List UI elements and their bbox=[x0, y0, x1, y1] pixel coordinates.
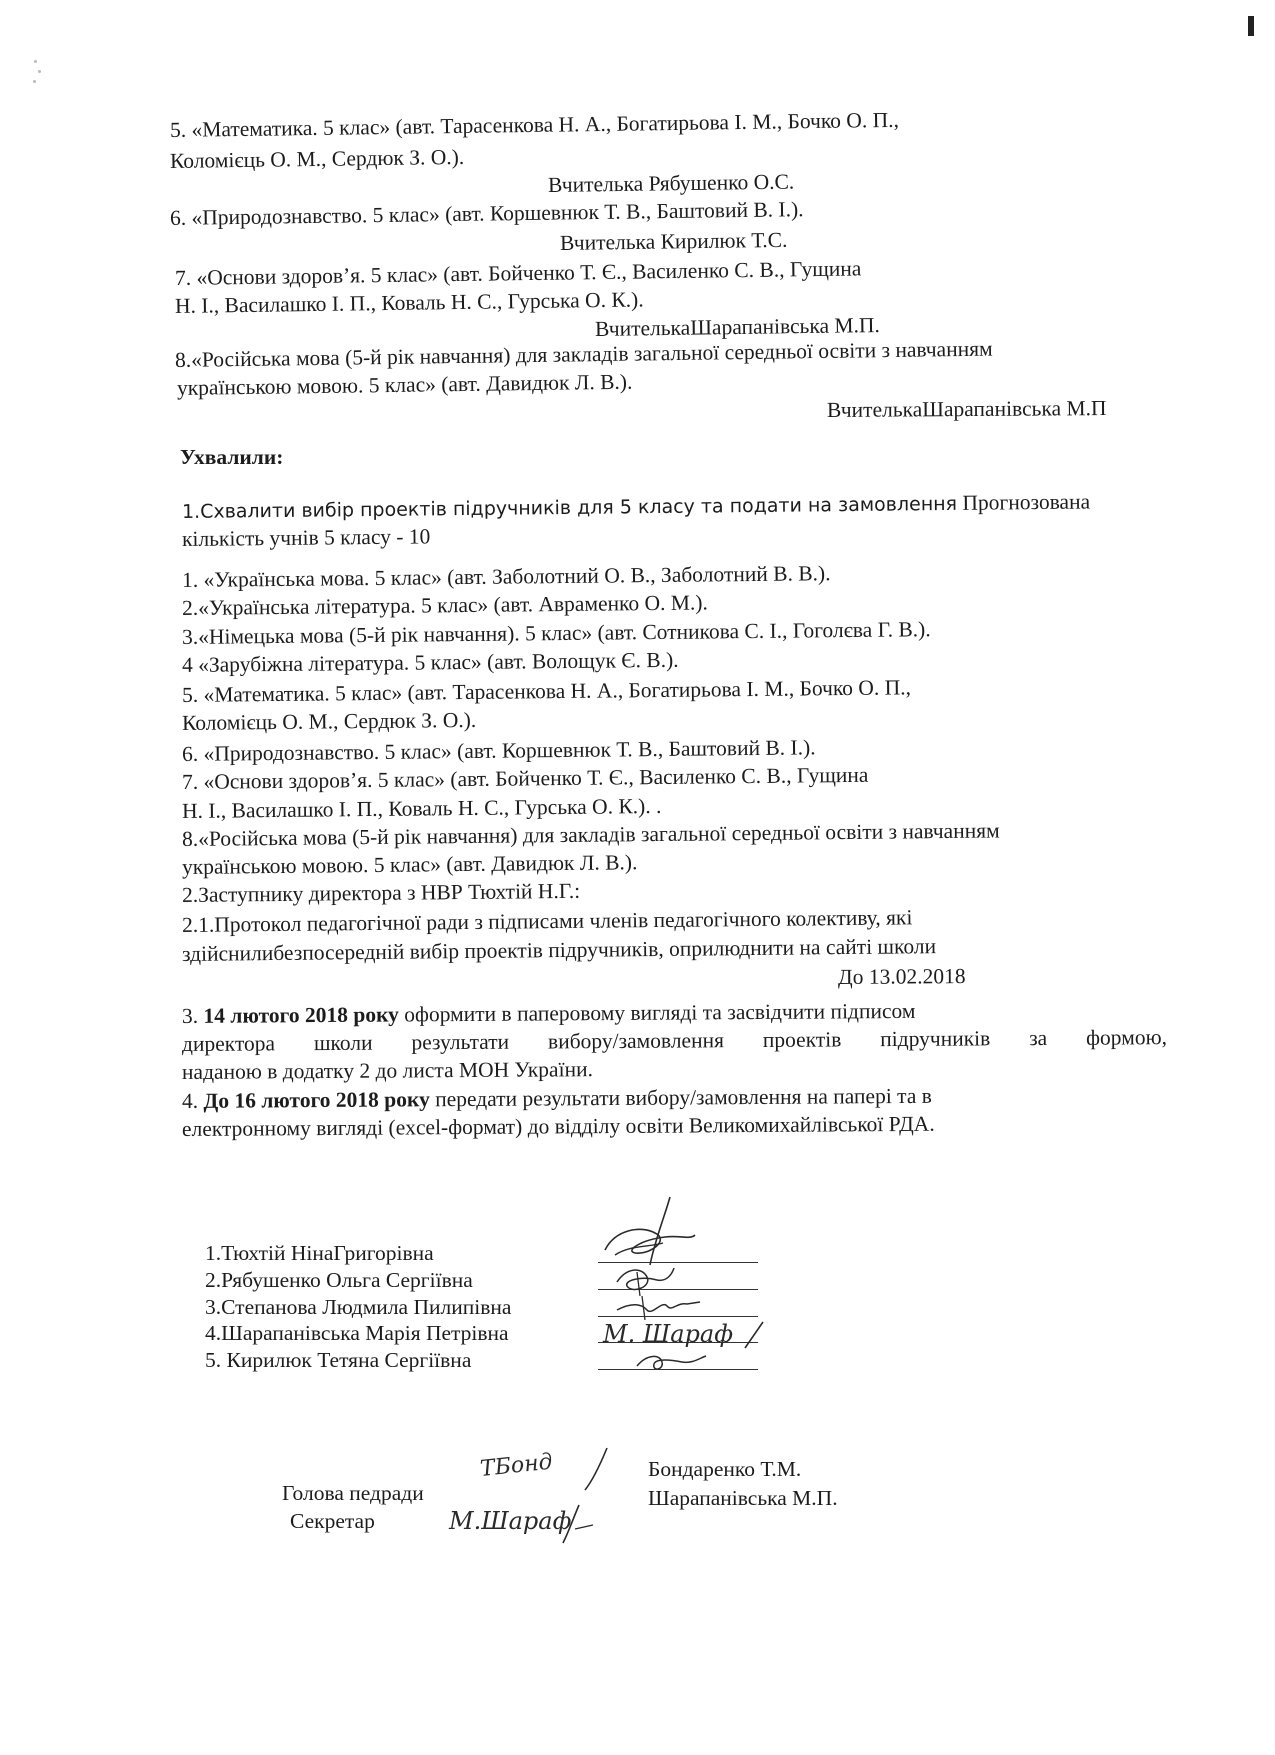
list-item-8-line2: українською мовою. 5 клас» (авт. Давидюк Л. В.). bbox=[181, 850, 638, 879]
resolution3-number: 3. bbox=[181, 1003, 204, 1028]
resolution3-line3: наданою в додатку 2 до листа МОН України. bbox=[181, 1057, 594, 1084]
intro-item7-teacher: ВчителькаШарапанівська М.П. bbox=[594, 313, 880, 341]
resolution4-number: 4. bbox=[181, 1088, 204, 1113]
list-item-8-line1: 8.«Російська мова (5-й рік навчання) для закладів загальної середньої освіти з навчанням bbox=[181, 818, 1000, 851]
resolution1-serif-part: Прогнозована bbox=[956, 489, 1091, 515]
resolution1-line2: кількість учнів 5 класу - 10 bbox=[181, 524, 431, 551]
secretary-label: Секретар bbox=[290, 1509, 375, 1533]
resolution4-line2: електронному вигляді (excel-формат) до відділу освіти Великомихайлівської РДА. bbox=[181, 1111, 935, 1141]
intro-item5-line2: Коломієць О. М., Сердюк З. О.). bbox=[169, 144, 465, 173]
signatory-5: 5. Кирилюк Тетяна Сергіївна bbox=[205, 1348, 472, 1372]
signatory-4: 4.Шарапанівська Марія Петрівна bbox=[205, 1321, 509, 1345]
list-item-2: 2.«Українська література. 5 клас» (авт. Авраменко О. М.). bbox=[181, 590, 708, 620]
chair-label: Голова педради bbox=[282, 1481, 424, 1505]
resolved-heading: Ухвалили: bbox=[180, 445, 284, 469]
signatory-1: 1.Тюхтій НінаГригорівна bbox=[205, 1241, 434, 1265]
resolution3-line2: директора школи результати вибору/замовлення проектів підручників за формою, bbox=[181, 1025, 1168, 1056]
resolution4-line1 bbox=[182, 1083, 932, 1114]
intro-item5-teacher: Вчителька Рябушенко О.С. bbox=[547, 169, 795, 197]
list-item-7-line2: Н. І., Василашко І. П., Коваль Н. С., Гурська О. К.). . bbox=[181, 793, 662, 823]
scan-speck bbox=[34, 60, 37, 63]
intro-item7-line2: Н. І., Василашко І. П., Коваль Н. С., Гурська О. К.). bbox=[174, 287, 644, 318]
signature-secretary bbox=[445, 1495, 595, 1550]
intro-item8-line2: українською мовою. 5 клас» (авт. Давидюк Л. В.). bbox=[176, 369, 633, 400]
signature-secretary-text: М.Шараф bbox=[449, 1507, 572, 1535]
intro-item6-line1: 6. «Природознавство. 5 клас» (авт. Коршевнюк Т. В., Баштовий В. І.). bbox=[169, 197, 804, 230]
list-item-5-line2: Коломієць О. М., Сердюк З. О.). bbox=[181, 707, 477, 735]
resolution1-line1 bbox=[182, 488, 1090, 525]
list-item-1: 1. «Українська мова. 5 клас» (авт. Заболотний О. В., Заболотний В. В.). bbox=[181, 561, 831, 592]
intro-item5-line1: 5. «Математика. 5 клас» (авт. Тарасенкова Н. А., Богатирьова І. М., Бочко О. П., bbox=[169, 107, 900, 142]
resolution3-date: 14 лютого 2018 року bbox=[203, 1002, 399, 1028]
intro-item6-teacher: Вчителька Кирилюк Т.С. bbox=[559, 227, 788, 255]
resolution2-1-line2: здійснилибезпосередній вибір проектів підручників, оприлюднити на сайті школи bbox=[181, 934, 937, 966]
signature-sharapanivska-text: М. Шараф bbox=[603, 1320, 733, 1348]
intro-item7-line1: 7. «Основи здоров’я. 5 клас» (авт. Бойченко Т. Є., Василенко С. В., Гущина bbox=[174, 256, 862, 290]
scan-speck bbox=[38, 70, 41, 73]
resolution3-text: оформити в паперовому вигляді та засвідчити підписом bbox=[398, 998, 916, 1027]
list-item-3: 3.«Німецька мова (5-й рік навчання). 5 клас» (авт. Сотникова С. І., Гоголєва Г. В.). bbox=[181, 617, 931, 649]
deadline: До 13.02.2018 bbox=[837, 964, 966, 989]
list-item-5-line1: 5. «Математика. 5 клас» (авт. Тарасенкова Н. А., Богатирьова І. М., Бочко О. П., bbox=[181, 675, 912, 707]
list-item-6: 6. «Природознавство. 5 клас» (авт. Коршевнюк Т. В., Баштовий В. І.). bbox=[181, 735, 816, 766]
signature-chair-text: ТБонд bbox=[479, 1449, 554, 1482]
signature-kyryliuk bbox=[632, 1348, 712, 1374]
list-item-4: 4 «Зарубіжна література. 5 клас» (авт. Волощук Є. В.). bbox=[181, 647, 679, 677]
signatory-3: 3.Степанова Людмила Пилипівна bbox=[205, 1295, 512, 1319]
resolution4-text: передати результати вибору/замовлення на папері та в bbox=[429, 1083, 932, 1112]
resolution2-heading: 2.Заступнику директора з НВР Тюхтій Н.Г.: bbox=[181, 878, 581, 907]
intro-item8-teacher: ВчителькаШарапанівська М.П bbox=[826, 396, 1107, 422]
scan-speck bbox=[1248, 16, 1254, 36]
signature-tiukhtii bbox=[595, 1195, 705, 1270]
resolution2-1-line1: 2.1.Протокол педагогічної ради з підписами членів педагогічного колективу, які bbox=[181, 905, 913, 937]
secretary-name: Шарапанівська М.П. bbox=[648, 1486, 838, 1510]
signatory-2: 2.Рябушенко Ольга Сергіївна bbox=[205, 1268, 473, 1292]
resolution3-line1 bbox=[182, 996, 1167, 1029]
chair-name: Бондаренко Т.М. bbox=[648, 1457, 802, 1481]
intro-item8-line1: 8.«Російська мова (5-й рік навчання) для закладів загальної середньої освіти з навчанням bbox=[174, 336, 993, 372]
resolution4-date: До 16 лютого 2018 року bbox=[203, 1087, 430, 1113]
resolution1-sans-part: 1.Схвалити вибір проектів підручників для 5 класу та подати на замовлення bbox=[181, 492, 958, 523]
scan-speck bbox=[33, 80, 36, 83]
signature-chair bbox=[475, 1440, 625, 1500]
list-item-7-line1: 7. «Основи здоров’я. 5 клас» (авт. Бойченко Т. Є., Василенко С. В., Гущина bbox=[181, 762, 869, 794]
